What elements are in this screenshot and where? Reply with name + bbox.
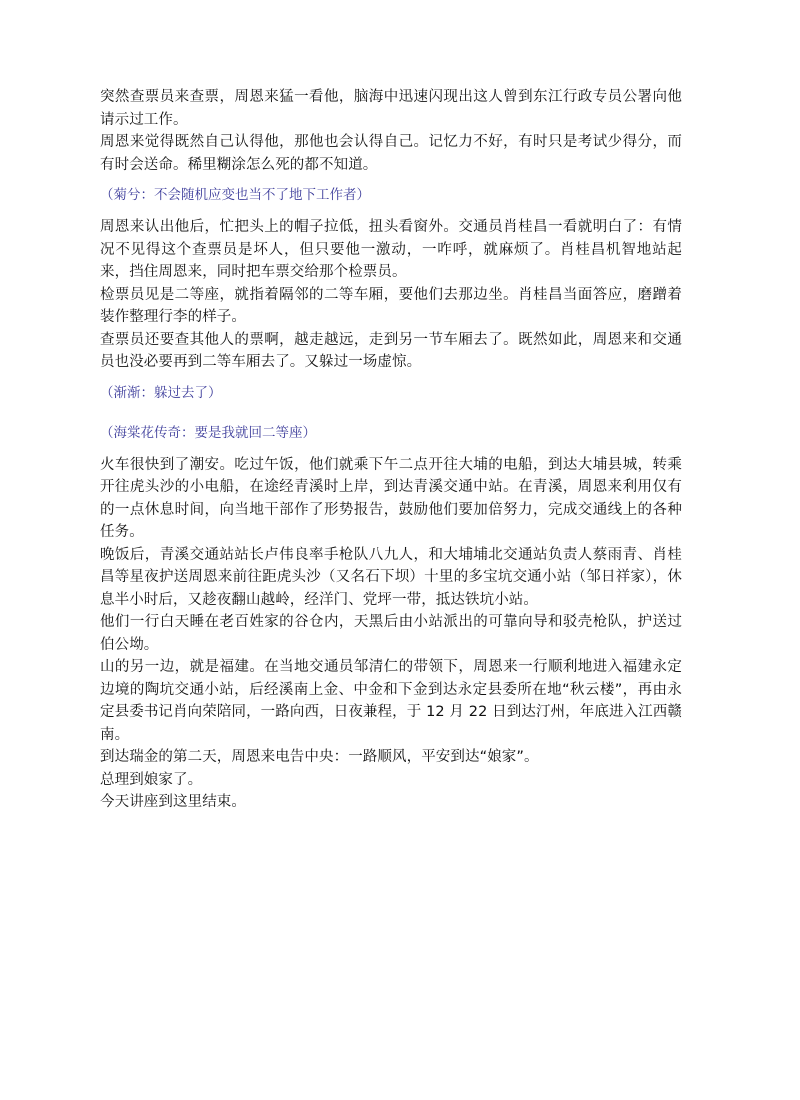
paragraph: 火车很快到了潮安。吃过午饭，他们就乘下午二点开往大埔的电船，到达大埔县城，转乘开往虎头沙的小电船，在途经青溪时上岸，到达青溪交通中站。在青溪，周恩来利用仅有的一点休息时间，向当地干部作了形势报告，鼓励他们要加倍努力，完成交通线上的各种任务。	[100, 456, 682, 540]
paragraph: 今天讲座到这里结束。	[100, 794, 246, 810]
paragraph: 山的另一边，就是福建。在当地交通员邹清仁的带领下，周恩来一行顺利地进入福建永定边境的陶坑交通小站，后经溪南上金、中金和下金到达永定县委所在地“秋云楼”，再由永定县委书记肖向荣陪同，一路向西，日夜兼程，于 12 月 22 日到达汀州，年底进入江西赣南。	[100, 659, 682, 743]
paragraph: 他们一行白天睡在老百姓家的谷仓内，天黑后由小站派出的可靠向导和驳壳枪队，护送过伯公坳。	[100, 614, 682, 653]
paragraph: 检票员见是二等座，就指着隔邻的二等车厢，要他们去那边坐。肖桂昌当面答应，磨蹭着装作整理行李的样子。	[100, 286, 682, 325]
paragraph: 周恩来认出他后，忙把头上的帽子拉低，扭头看窗外。交通员肖桂昌一看就明白了：有情况不见得这个查票员是坏人，但只要他一激动，一咋呼，就麻烦了。肖桂昌机智地站起来，挡住周恩来，同时把车票交给那个检票员。	[100, 219, 682, 280]
paragraph: 突然查票员来查票，周恩来猛一看他，脑海中迅速闪现出这人曾到东江行政专员公署向他请示过工作。	[100, 89, 682, 128]
reader-comment: （渐渐：躲过去了）	[100, 384, 222, 401]
reader-comment: （菊兮：不会随机应变也当不了地下工作者）	[100, 187, 370, 203]
document-page	[100, 86, 682, 814]
paragraph: 晚饭后，青溪交通站站长卢伟良率手枪队八九人，和大埔埔北交通站负责人蔡雨青、肖桂昌等星夜护送周恩来前往距虎头沙（又名石下坝）十里的多宝坑交通小站（邹日祥家），休息半小时后，又趁夜翻山越岭，经洋门、党坪一带，抵达铁坑小站。	[100, 546, 682, 608]
paragraph: 查票员还要查其他人的票啊，越走越远，走到另一节车厢去了。既然如此，周恩来和交通员也没必要再到二等车厢去了。又躲过一场虚惊。	[100, 331, 682, 370]
paragraph: 到达瑞金的第二天，周恩来电告中央：一路顺风，平安到达“娘家”。	[100, 749, 539, 765]
reader-comment: （海棠花传奇：要是我就回二等座）	[100, 424, 316, 441]
paragraph: 总理到娘家了。	[100, 771, 203, 788]
paragraph: 周恩来觉得既然自己认得他，那他也会认得自己。记忆力不好，有时只是考试少得分，而有时会送命。稀里糊涂怎么死的都不知道。	[100, 134, 682, 173]
